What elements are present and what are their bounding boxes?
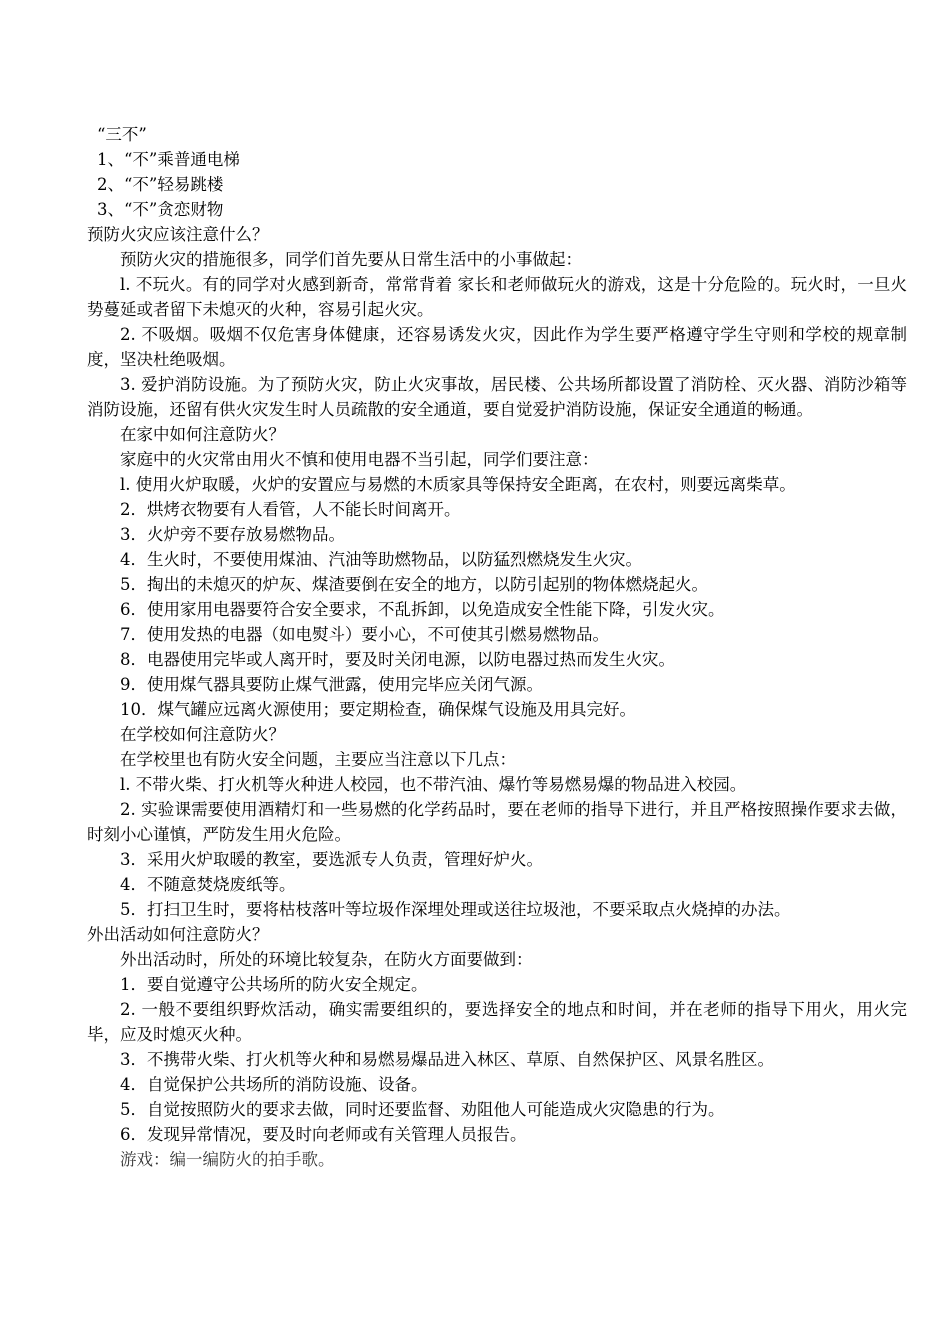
list-item: 3．火炉旁不要存放易燃物品。 (120, 525, 345, 544)
section-intro: 家庭中的火灾常由用火不慎和使用电器不当引起，同学们要注意： (120, 450, 599, 469)
san-bu-title: “三不” (97, 125, 147, 144)
document-body (87, 122, 907, 1172)
section-heading-home: 在家中如何注意防火？ (120, 425, 285, 444)
list-item: 9．使用煤气器具要防止煤气泄露，使用完毕应关闭气源。 (120, 675, 543, 694)
list-item: 4．生火时，不要使用煤油、汽油等助燃物品，以防猛烈燃烧发生火灾。 (120, 550, 642, 569)
section-heading-prevention: 预防火灾应该注意什么？ (87, 225, 269, 244)
list-item: 1．要自觉遵守公共场所的防火安全规定。 (120, 975, 428, 994)
list-item: 2．烘烤衣物要有人看管，人不能长时间离开。 (120, 500, 461, 519)
san-bu-item: 3、“不”贪恋财物 (97, 200, 224, 219)
section-intro: 在学校里也有防火安全问题，主要应当注意以下几点： (120, 750, 516, 769)
list-item: 6．使用家用电器要符合安全要求，不乱拆卸，以免造成安全性能下降，引发火灾。 (120, 600, 725, 619)
prevention-point: 2. 不吸烟。吸烟不仅危害身体健康，还容易诱发火灾，因此作为学生要严格遵守学生守则和学校的规章制度，坚决杜绝吸烟。 (87, 325, 907, 369)
section-intro: 外出活动时，所处的环境比较复杂，在防火方面要做到： (120, 950, 533, 969)
list-item: 3．不携带火柴、打火机等火种和易燃易爆品进入林区、草原、自然保护区、风景名胜区。 (120, 1050, 774, 1069)
list-item: 10．煤气罐应远离火源使用；要定期检查，确保煤气设施及用具完好。 (120, 700, 636, 719)
game-line: 游戏：编一编防火的拍手歌。 (120, 1150, 335, 1169)
section-intro: 预防火灾的措施很多，同学们首先要从日常生活中的小事做起： (120, 250, 582, 269)
san-bu-item: 1、“不”乘普通电梯 (97, 150, 240, 169)
san-bu-item: 2、“不”轻易跳楼 (97, 175, 224, 194)
prevention-point: 3. 爱护消防设施。为了预防火灾，防止火灾事故，居民楼、公共场所都设置了消防栓、灭火器、消防沙箱等消防设施，还留有供火灾发生时人员疏散的安全通道，要自觉爱护消防设施，保证安全通道的畅通。 (87, 375, 907, 419)
list-item: 4．自觉保护公共场所的消防设施、设备。 (120, 1075, 428, 1094)
list-item: 8．电器使用完毕或人离开时，要及时关闭电源，以防电器过热而发生火灾。 (120, 650, 675, 669)
list-item: 2. 实验课需要使用酒精灯和一些易燃的化学药品时，要在老师的指导下进行，并且严格按照操作要求去做，时刻小心谨慎，严防发生用火危险。 (87, 800, 907, 844)
list-item: l. 使用火炉取暖，火炉的安置应与易燃的木质家具等保持安全距离，在农村，则要远离柴草。 (120, 475, 796, 494)
list-item: 3．采用火炉取暖的教室，要选派专人负责，管理好炉火。 (120, 850, 543, 869)
section-heading-school: 在学校如何注意防火？ (120, 725, 285, 744)
list-item: 4．不随意焚烧废纸等。 (120, 875, 296, 894)
list-item: 5．打扫卫生时，要将枯枝落叶等垃圾作深埋处理或送往垃圾池，不要采取点火烧掉的办法。 (120, 900, 791, 919)
section-heading-outing: 外出活动如何注意防火？ (87, 925, 269, 944)
list-item: 5．自觉按照防火的要求去做，同时还要监督、劝阻他人可能造成火灾隐患的行为。 (120, 1100, 725, 1119)
list-item: 2. 一般不要组织野炊活动，确实需要组织的，要选择安全的地点和时间，并在老师的指导下用火，用火完毕，应及时熄灭火种。 (87, 1000, 907, 1044)
list-item: 5．掏出的未熄灭的炉灰、煤渣要倒在安全的地方，以防引起别的物体燃烧起火。 (120, 575, 708, 594)
list-item: 7．使用发热的电器（如电熨斗）要小心，不可使其引燃易燃物品。 (120, 625, 609, 644)
list-item: l. 不带火柴、打火机等火种进人校园，也不带汽油、爆竹等易燃易爆的物品进入校园。 (120, 775, 747, 794)
list-item: 6．发现异常情况，要及时向老师或有关管理人员报告。 (120, 1125, 527, 1144)
prevention-point: l. 不玩火。有的同学对火感到新奇，常常背着 家长和老师做玩火的游戏，这是十分危险的。玩火时，一旦火势蔓延或者留下未熄灭的火种，容易引起火灾。 (87, 275, 907, 319)
